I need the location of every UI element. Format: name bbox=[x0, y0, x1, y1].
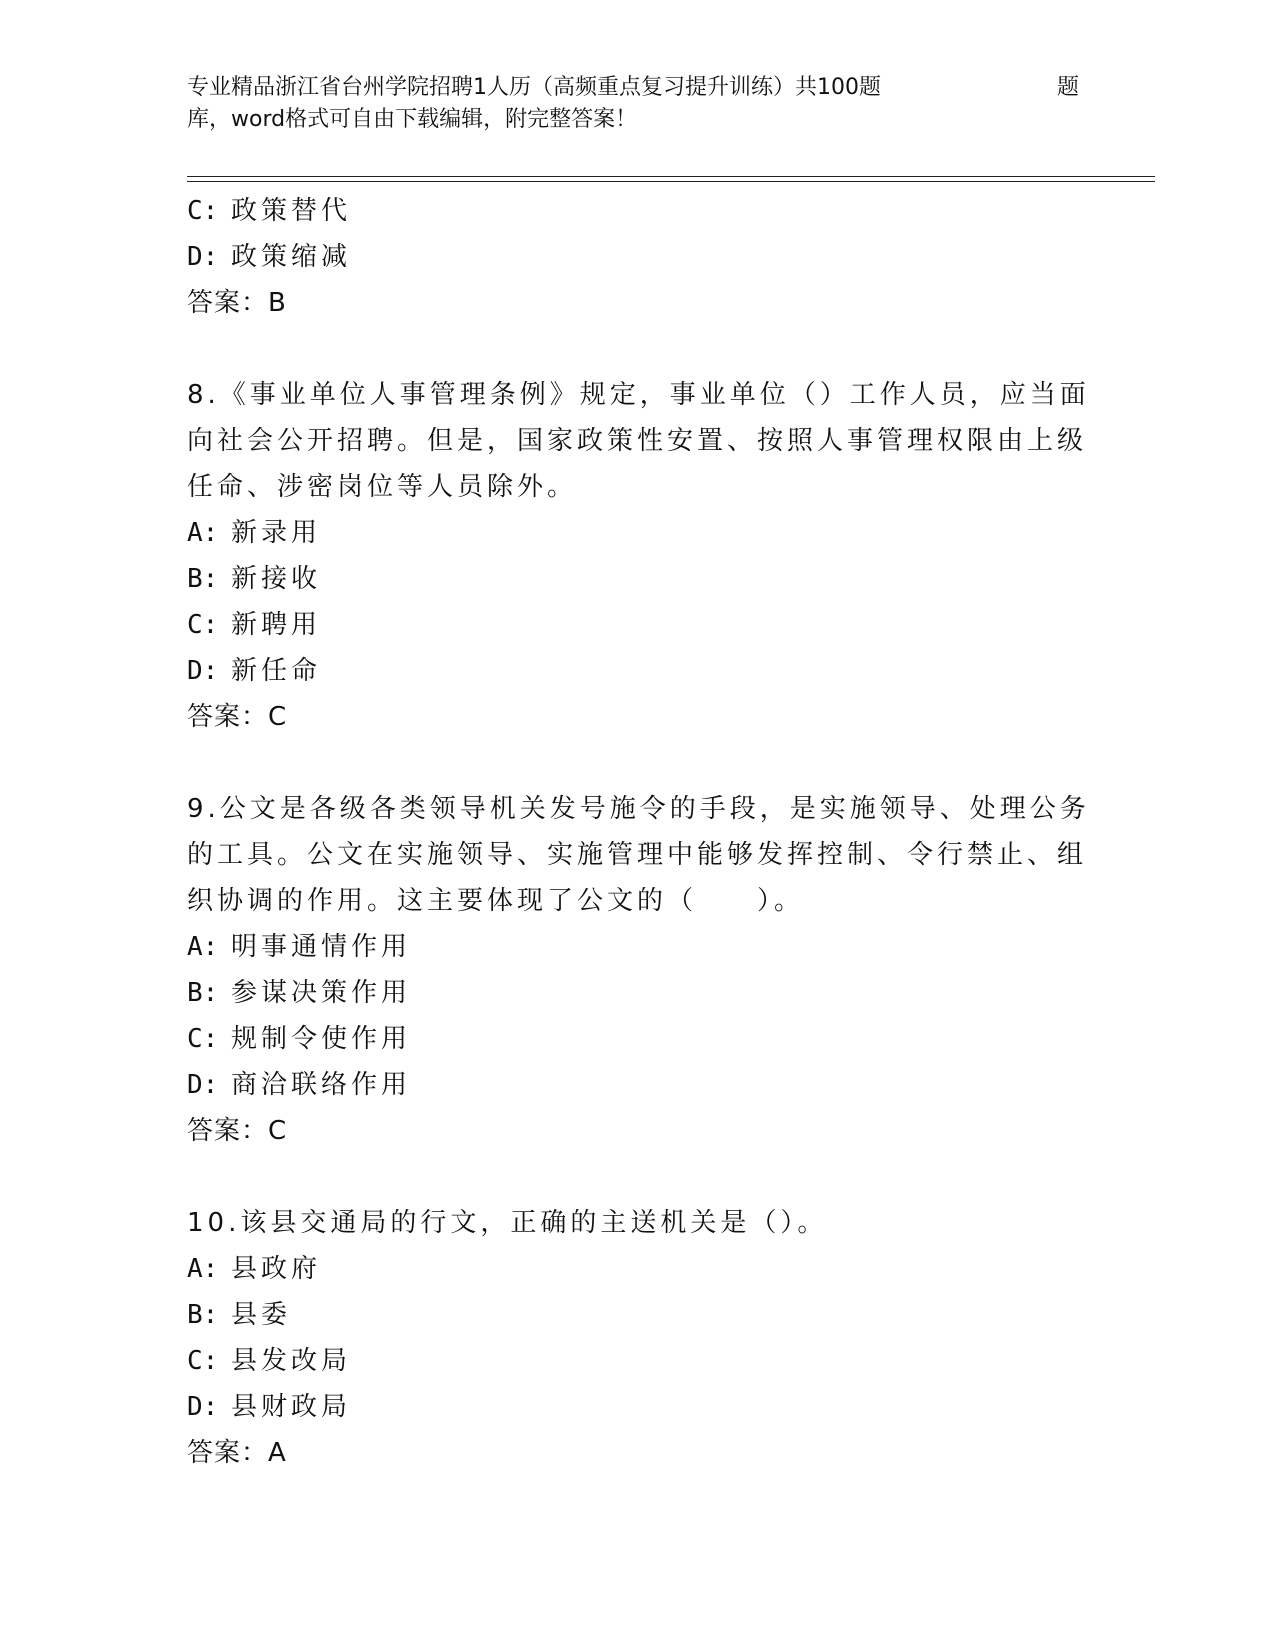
option-letter: D: bbox=[187, 1392, 219, 1422]
option-text: 商洽联络作用 bbox=[231, 1070, 412, 1100]
stem-line: 织协调的作用。这主要体现了公文的（ ）。 bbox=[187, 886, 805, 916]
header-title-line-2: 库，word格式可自由下载编辑，附完整答案！ bbox=[187, 107, 638, 132]
option-text: 县发改局 bbox=[231, 1346, 352, 1376]
option-letter: B: bbox=[187, 978, 219, 1008]
option-b bbox=[187, 556, 1187, 602]
option-letter: B: bbox=[187, 564, 219, 594]
option-text: 县政府 bbox=[231, 1254, 322, 1284]
option-b bbox=[187, 970, 1187, 1016]
option-c bbox=[187, 1016, 1187, 1062]
answer-line: 答案：C bbox=[187, 1116, 288, 1146]
header-rule-top bbox=[187, 176, 1155, 177]
stem-line: 9.公文是各级各类领导机关发号施令的手段，是实施领导、处理公务 bbox=[187, 794, 1090, 824]
option-c bbox=[187, 188, 1187, 234]
option-c bbox=[187, 602, 1187, 648]
question-9 bbox=[187, 786, 1187, 1154]
option-letter: D: bbox=[187, 1070, 219, 1100]
option-text: 参谋决策作用 bbox=[231, 978, 412, 1008]
option-letter: C: bbox=[187, 610, 219, 640]
option-text: 新接收 bbox=[231, 564, 322, 594]
option-text: 新任命 bbox=[231, 656, 322, 686]
document-header bbox=[187, 72, 1087, 142]
option-text: 规制令使作用 bbox=[231, 1024, 412, 1054]
stem-line: 向社会公开招聘。但是，国家政策性安置、按照人事管理权限由上级 bbox=[187, 426, 1088, 456]
stem-line: 任命、涉密岗位等人员除外。 bbox=[187, 472, 578, 502]
option-a bbox=[187, 510, 1187, 556]
header-title-suffix: 题 bbox=[1057, 75, 1080, 100]
partial-question bbox=[187, 188, 1187, 326]
option-letter: A: bbox=[187, 932, 219, 962]
option-letter: B: bbox=[187, 1300, 219, 1330]
option-text: 明事通情作用 bbox=[231, 932, 412, 962]
header-rule-bottom bbox=[187, 181, 1155, 182]
question-stem bbox=[187, 786, 1187, 924]
option-d bbox=[187, 1062, 1187, 1108]
stem-line: 的工具。公文在实施领导、实施管理中能够发挥控制、令行禁止、组 bbox=[187, 840, 1088, 870]
question-8 bbox=[187, 372, 1187, 740]
option-letter: C: bbox=[187, 1346, 219, 1376]
option-letter: A: bbox=[187, 1254, 219, 1284]
question-stem bbox=[187, 1200, 1187, 1246]
option-letter: C: bbox=[187, 1024, 219, 1054]
option-text: 县委 bbox=[231, 1300, 292, 1330]
question-10 bbox=[187, 1200, 1187, 1476]
question-stem bbox=[187, 372, 1187, 510]
option-d bbox=[187, 648, 1187, 694]
answer-line: 答案：C bbox=[187, 702, 288, 732]
option-d bbox=[187, 234, 1187, 280]
document-body bbox=[187, 188, 1187, 1476]
option-b bbox=[187, 1292, 1187, 1338]
answer-line: 答案：B bbox=[187, 288, 287, 318]
option-letter: C: bbox=[187, 196, 219, 226]
option-letter: D: bbox=[187, 242, 219, 272]
stem-line: 8.《事业单位人事管理条例》规定，事业单位（）工作人员，应当面 bbox=[187, 380, 1090, 410]
option-text: 县财政局 bbox=[231, 1392, 352, 1422]
option-d bbox=[187, 1384, 1187, 1430]
header-title-line-1: 专业精品浙江省台州学院招聘1人历（高频重点复习提升训练）共100题 bbox=[187, 75, 881, 100]
option-text: 新聘用 bbox=[231, 610, 322, 640]
option-a bbox=[187, 924, 1187, 970]
option-text: 政策缩减 bbox=[231, 242, 352, 272]
option-letter: D: bbox=[187, 656, 219, 686]
option-a bbox=[187, 1246, 1187, 1292]
stem-line: 10.该县交通局的行文，正确的主送机关是（）。 bbox=[187, 1208, 828, 1238]
option-text: 政策替代 bbox=[231, 196, 352, 226]
option-letter: A: bbox=[187, 518, 219, 548]
answer-line: 答案：A bbox=[187, 1438, 287, 1468]
option-text: 新录用 bbox=[231, 518, 322, 548]
option-c bbox=[187, 1338, 1187, 1384]
